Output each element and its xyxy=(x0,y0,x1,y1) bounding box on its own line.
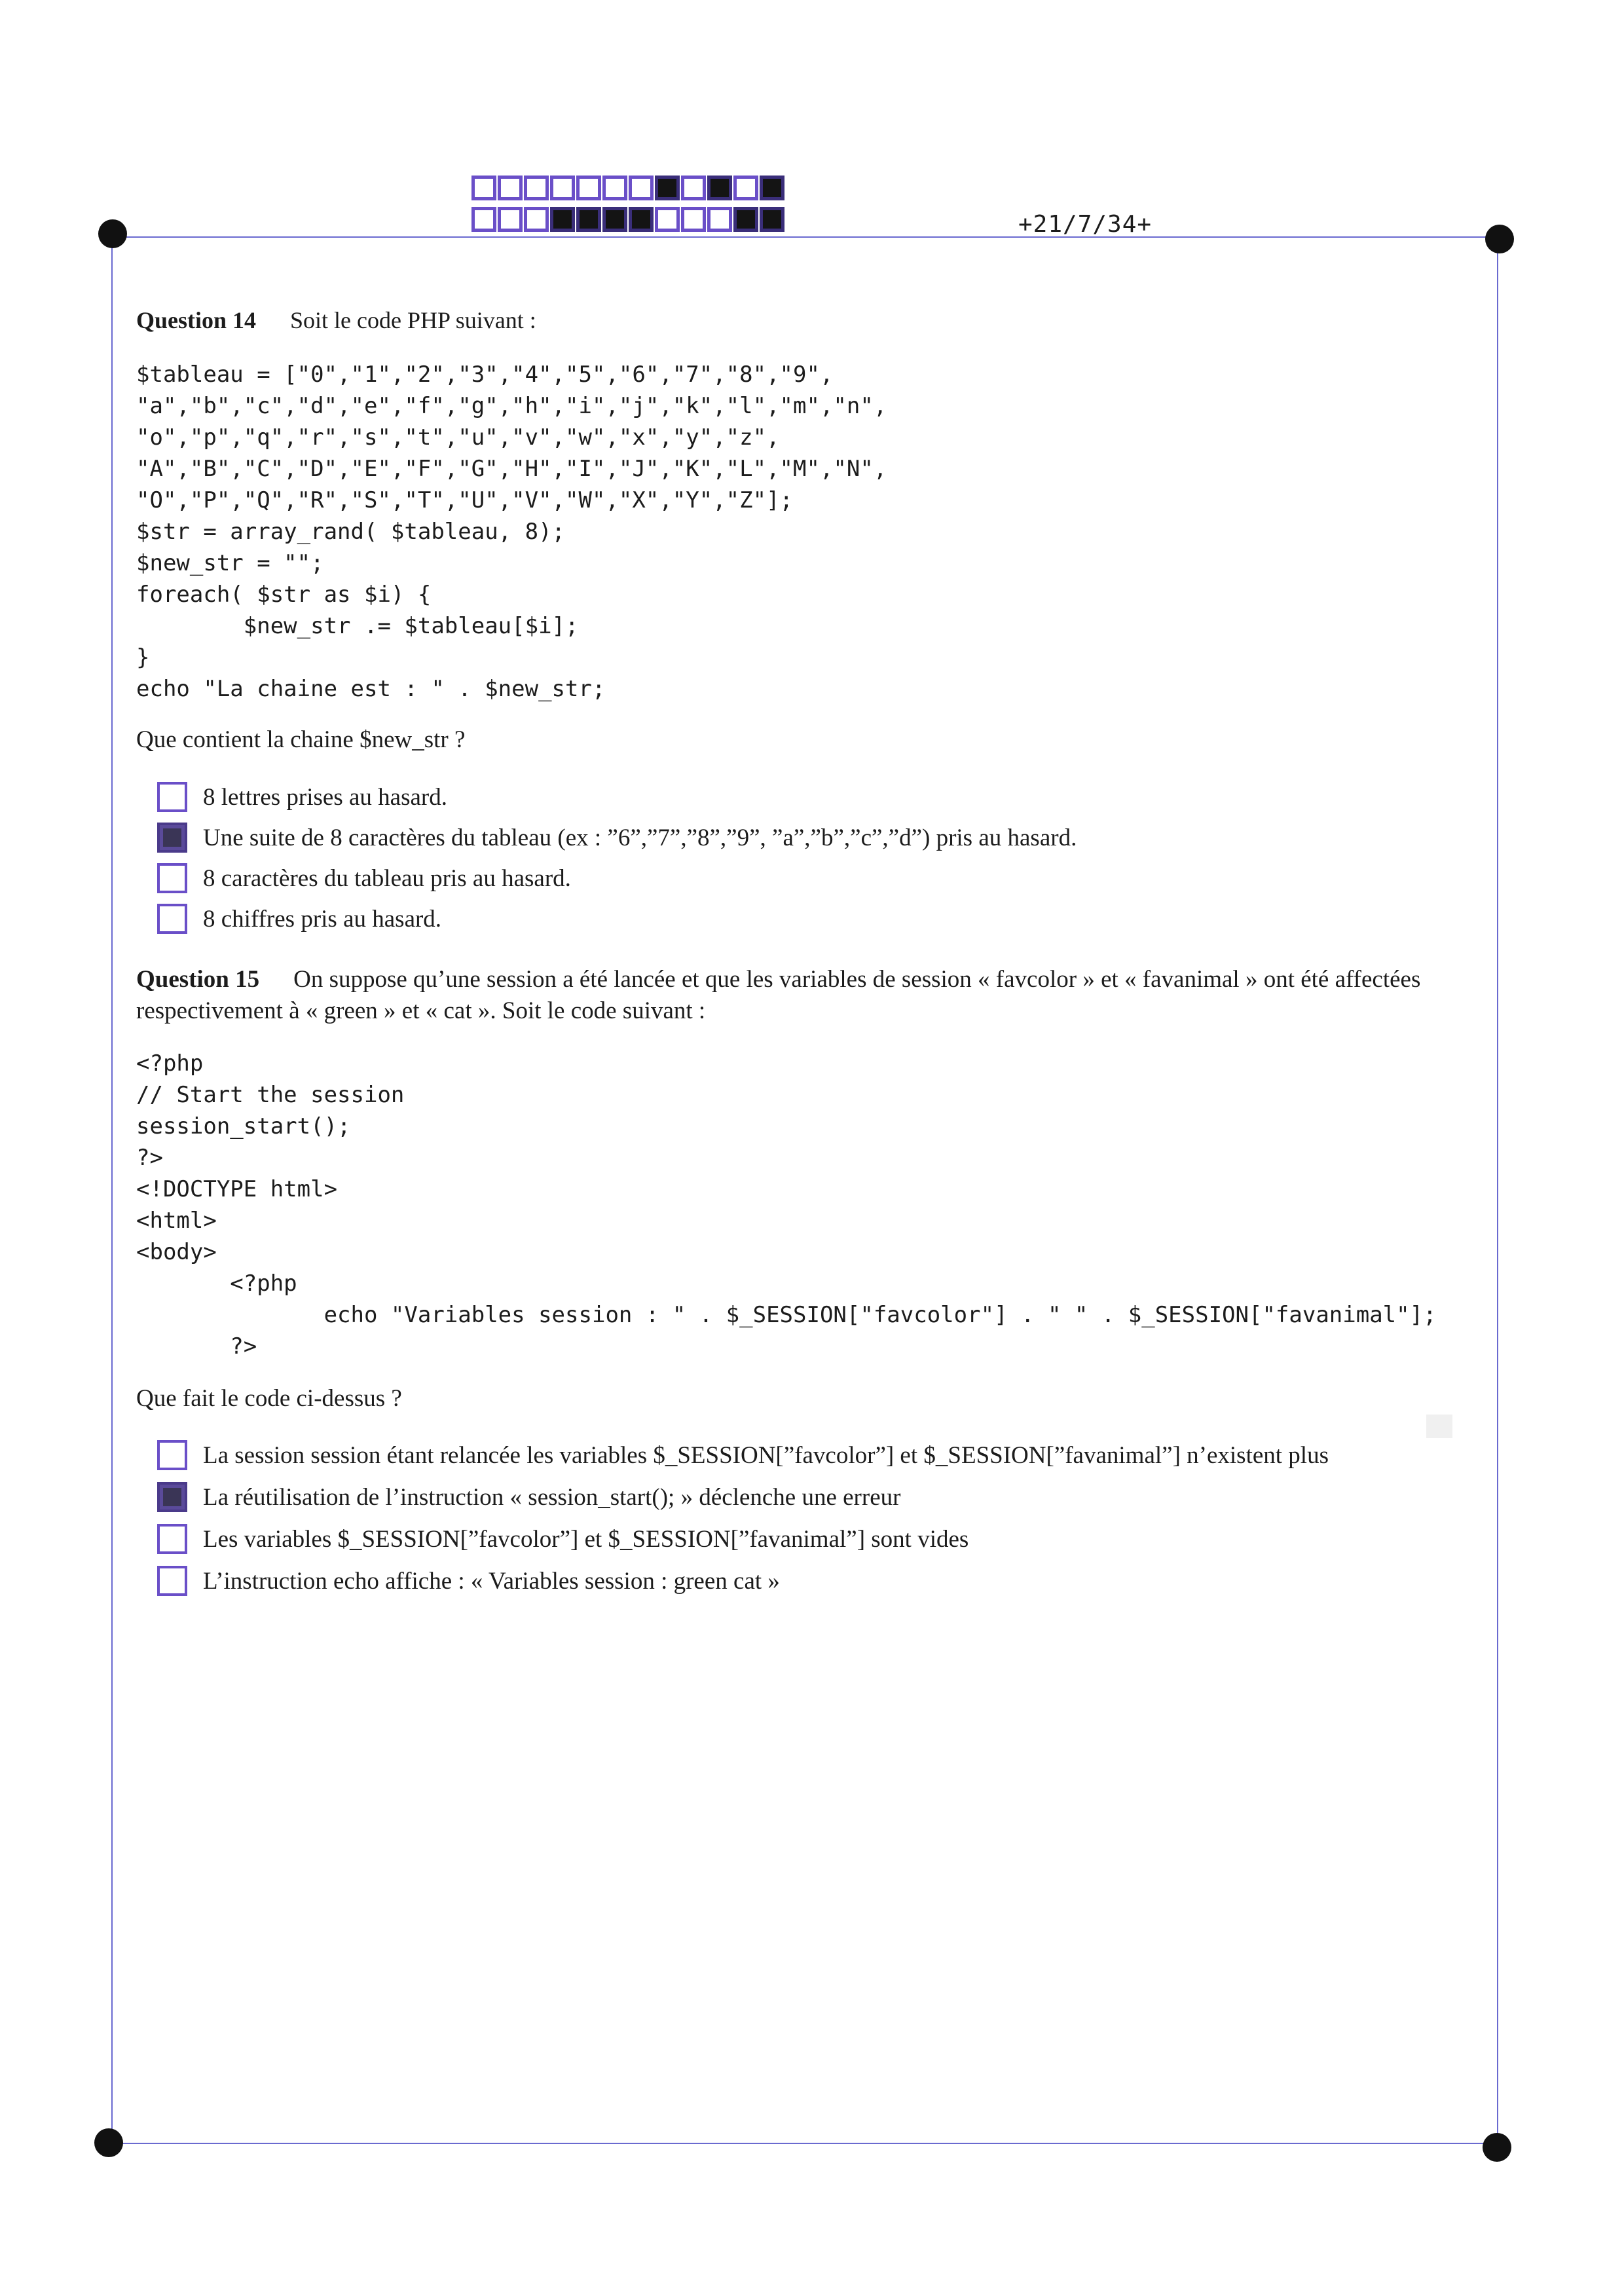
barcode-cell xyxy=(629,176,654,200)
code-line: "a","b","c","d","e","f","g","h","i","j","k","l","m","n", xyxy=(136,393,887,419)
barcode-cell xyxy=(524,207,549,232)
barcode-cell xyxy=(655,207,680,232)
question-15-intro: On suppose qu’une session a été lancée et que les variables de session « favcolor » et « favanimal » ont été affectées respectivement à « green » et « cat ». Soit le code suivant : xyxy=(136,966,1421,1024)
header-barcode-row-2 xyxy=(471,207,786,232)
code-line: $new_str = ""; xyxy=(136,550,324,576)
corner-dot-bottom-left xyxy=(94,2128,123,2157)
scan-mark xyxy=(1426,1415,1452,1438)
question-14-header xyxy=(136,306,536,334)
answer-option[interactable] xyxy=(157,1434,1329,1476)
answer-option[interactable] xyxy=(157,898,1077,939)
code-line: echo "Variables session : " . $_SESSION["favcolor"] . " " . $_SESSION["favanimal"]; xyxy=(136,1302,1437,1328)
barcode-cell xyxy=(733,207,758,232)
code-line: <?php xyxy=(136,1050,204,1077)
barcode-cell xyxy=(681,176,706,200)
answer-text: 8 caractères du tableau pris au hasard. xyxy=(203,864,571,892)
answer-text: L’instruction echo affiche : « Variables session : green cat » xyxy=(203,1567,780,1595)
answer-option[interactable] xyxy=(157,1560,1329,1602)
barcode-cell xyxy=(576,207,601,232)
answer-text: 8 lettres prises au hasard. xyxy=(203,783,447,811)
question-14-intro: Soit le code PHP suivant : xyxy=(290,307,536,333)
code-line: "o","p","q","r","s","t","u","v","w","x","y","z", xyxy=(136,424,780,451)
code-line: $new_str .= $tableau[$i]; xyxy=(136,613,579,639)
barcode-cell xyxy=(498,176,523,200)
barcode-cell xyxy=(655,176,680,200)
code-line: <html> xyxy=(136,1208,217,1234)
barcode-cell xyxy=(602,207,627,232)
code-line: "A","B","C","D","E","F","G","H","I","J","K","L","M","N", xyxy=(136,456,887,482)
code-line: <body> xyxy=(136,1239,217,1265)
barcode-cell xyxy=(550,207,575,232)
corner-dot-top-right xyxy=(1485,225,1514,253)
code-line: ?> xyxy=(136,1145,163,1171)
checkbox[interactable] xyxy=(157,1524,187,1554)
answer-option[interactable] xyxy=(157,777,1077,817)
barcode-cell xyxy=(681,207,706,232)
barcode-cell xyxy=(524,176,549,200)
code-line: } xyxy=(136,644,150,671)
question-15-label: Question 15 xyxy=(136,966,260,993)
checkbox[interactable] xyxy=(157,1566,187,1596)
answer-option[interactable] xyxy=(157,817,1077,858)
code-line: foreach( $str as $i) { xyxy=(136,582,432,608)
barcode-cell xyxy=(602,176,627,200)
answer-text: La session session étant relancée les variables $_SESSION[”favcolor”] et $_SESSION[”favanimal”] n’existent plus xyxy=(203,1441,1329,1469)
checkbox[interactable] xyxy=(157,1440,187,1470)
barcode-cell xyxy=(629,207,654,232)
answer-text: La réutilisation de l’instruction « session_start(); » déclenche une erreur xyxy=(203,1483,901,1511)
question-14-label: Question 14 xyxy=(136,307,257,333)
barcode-cell xyxy=(471,207,496,232)
barcode-cell xyxy=(760,176,784,200)
frame-left-line xyxy=(111,236,113,2143)
barcode-cell xyxy=(733,176,758,200)
question-15-answers xyxy=(157,1434,1329,1602)
question-14-prompt: Que contient la chaine $new_str ? xyxy=(136,726,466,753)
checkbox-checked[interactable] xyxy=(157,823,187,853)
barcode-cell xyxy=(576,176,601,200)
barcode-cell xyxy=(707,207,732,232)
barcode-cell xyxy=(760,207,784,232)
question-15-prompt: Que fait le code ci-dessus ? xyxy=(136,1385,402,1412)
corner-dot-bottom-right xyxy=(1483,2133,1511,2162)
question-14-code-block xyxy=(136,359,887,705)
answer-text: 8 chiffres pris au hasard. xyxy=(203,905,442,933)
code-line: <!DOCTYPE html> xyxy=(136,1176,338,1202)
page-code: +21/7/34+ xyxy=(1018,211,1153,238)
checkbox[interactable] xyxy=(157,782,187,812)
barcode-cell xyxy=(471,176,496,200)
frame-top-line xyxy=(111,236,1498,238)
answer-option[interactable] xyxy=(157,1518,1329,1560)
answer-text: Une suite de 8 caractères du tableau (ex : ”6”,”7”,”8”,”9”, ”a”,”b”,”c”,”d”) pris au hasard. xyxy=(203,824,1077,851)
code-line: session_start(); xyxy=(136,1113,351,1139)
barcode-cell xyxy=(550,176,575,200)
answer-option[interactable] xyxy=(157,858,1077,898)
barcode-cell xyxy=(707,176,732,200)
corner-dot-top-left xyxy=(98,219,127,248)
question-14-answers xyxy=(157,777,1077,939)
code-line: echo "La chaine est : " . $new_str; xyxy=(136,676,606,702)
frame-bottom-line xyxy=(108,2143,1496,2144)
checkbox-checked[interactable] xyxy=(157,1482,187,1512)
frame-right-line xyxy=(1497,240,1498,2143)
answer-option[interactable] xyxy=(157,1476,1329,1518)
code-line: "O","P","Q","R","S","T","U","V","W","X","Y","Z"]; xyxy=(136,487,794,513)
checkbox[interactable] xyxy=(157,904,187,934)
question-15-code-block xyxy=(136,1048,1437,1362)
header-barcode-row-1 xyxy=(471,176,786,200)
checkbox[interactable] xyxy=(157,863,187,893)
code-line: <?php xyxy=(136,1270,297,1297)
answer-text: Les variables $_SESSION[”favcolor”] et $_SESSION[”favanimal”] sont vides xyxy=(203,1525,969,1553)
code-line: ?> xyxy=(136,1333,257,1360)
code-line: $tableau = ["0","1","2","3","4","5","6","7","8","9", xyxy=(136,361,834,388)
code-line: $str = array_rand( $tableau, 8); xyxy=(136,519,566,545)
question-15-header xyxy=(136,964,1485,1027)
code-line: // Start the session xyxy=(136,1082,405,1108)
barcode-cell xyxy=(498,207,523,232)
